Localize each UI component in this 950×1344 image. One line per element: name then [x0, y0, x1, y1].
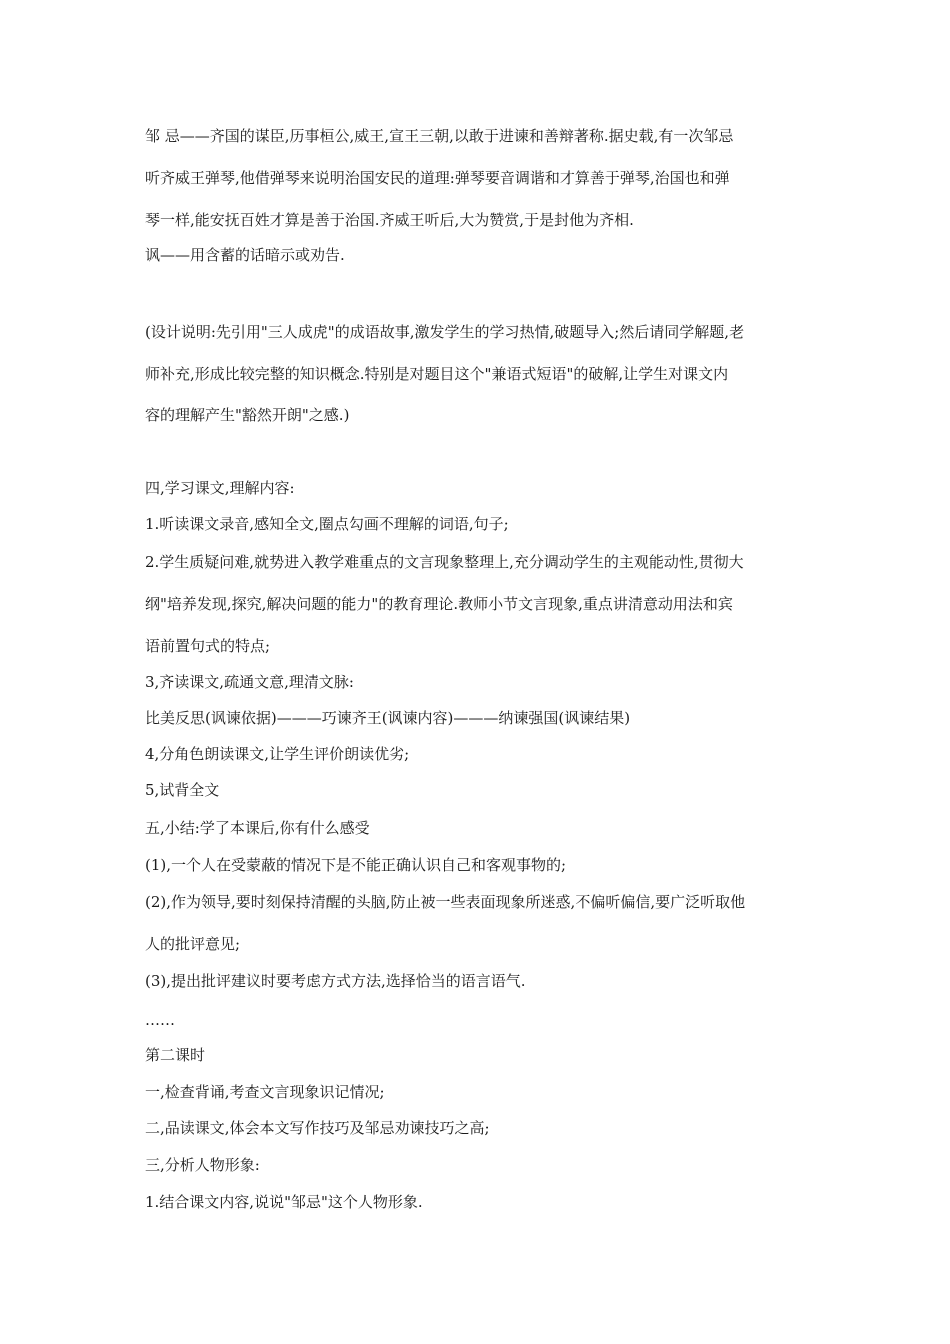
text-line: 2.学生质疑问难,就势进入教学难重点的文言现象整理上,充分调动学生的主观能动性,贯彻大: [145, 553, 744, 571]
text-line: 1.结合课文内容,说说"邹忌"这个人物形象.: [145, 1193, 423, 1211]
text-line: 1.听读课文录音,感知全文,圈点勾画不理解的词语,句子;: [145, 515, 509, 533]
text-line: (设计说明:先引用"三人成虎"的成语故事,激发学生的学习热情,破题导入;然后请同学解题,老: [145, 323, 745, 341]
text-line: 3,齐读课文,疏通文意,理清文脉:: [145, 673, 354, 691]
text-line: 三,分析人物形象:: [145, 1156, 260, 1174]
text-line: (1),一个人在受蒙蔽的情况下是不能正确认识自己和客观事物的;: [145, 856, 567, 874]
section-heading: 第二课时: [145, 1046, 206, 1064]
text-line: 一,检查背诵,考查文言现象识记情况;: [145, 1083, 385, 1101]
text-line: 语前置句式的特点;: [145, 637, 271, 655]
text-line: 二,品读课文,体会本文写作技巧及邹忌劝谏技巧之高;: [145, 1119, 490, 1137]
text-line: 5,试背全文: [145, 781, 220, 799]
text-line: 容的理解产生"豁然开朗"之感.): [145, 406, 350, 424]
text-line: 4,分角色朗读课文,让学生评价朗读优劣;: [145, 745, 410, 763]
text-line: (2),作为领导,要时刻保持清醒的头脑,防止被一些表面现象所迷惑,不偏听偏信,要广泛听取他: [145, 893, 746, 911]
text-line: (3),提出批评建议时要考虑方式方法,选择恰当的语言语气.: [145, 972, 526, 990]
section-heading: 五,小结:学了本课后,你有什么感受: [145, 819, 370, 837]
section-heading: 四,学习课文,理解内容:: [145, 479, 295, 497]
ellipsis-line: ……: [145, 1011, 175, 1029]
text-line: 比美反思(讽谏依据)———巧谏齐王(讽谏内容)———纳谏强国(讽谏结果): [145, 709, 631, 727]
text-line: 听齐威王弹琴,他借弹琴来说明治国安民的道理:弹琴要音调谐和才算善于弹琴,治国也和弹: [145, 169, 730, 187]
text-line: 师补充,形成比较完整的知识概念.特别是对题目这个"兼语式短语"的破解,让学生对课文内: [145, 365, 729, 383]
text-line: 讽——用含蓄的话暗示或劝告.: [145, 246, 345, 264]
text-line: 人的批评意见;: [145, 935, 241, 953]
text-line: 琴一样,能安抚百姓才算是善于治国.齐威王听后,大为赞赏,于是封他为齐相.: [145, 211, 634, 229]
text-line: 邹 忌——齐国的谋臣,历事桓公,威王,宣王三朝,以敢于进谏和善辩著称.据史载,有一次邹忌: [145, 127, 734, 145]
text-line: 纲"培养发现,探究,解决问题的能力"的教育理论.教师小节文言现象,重点讲清意动用法和宾: [145, 595, 733, 613]
